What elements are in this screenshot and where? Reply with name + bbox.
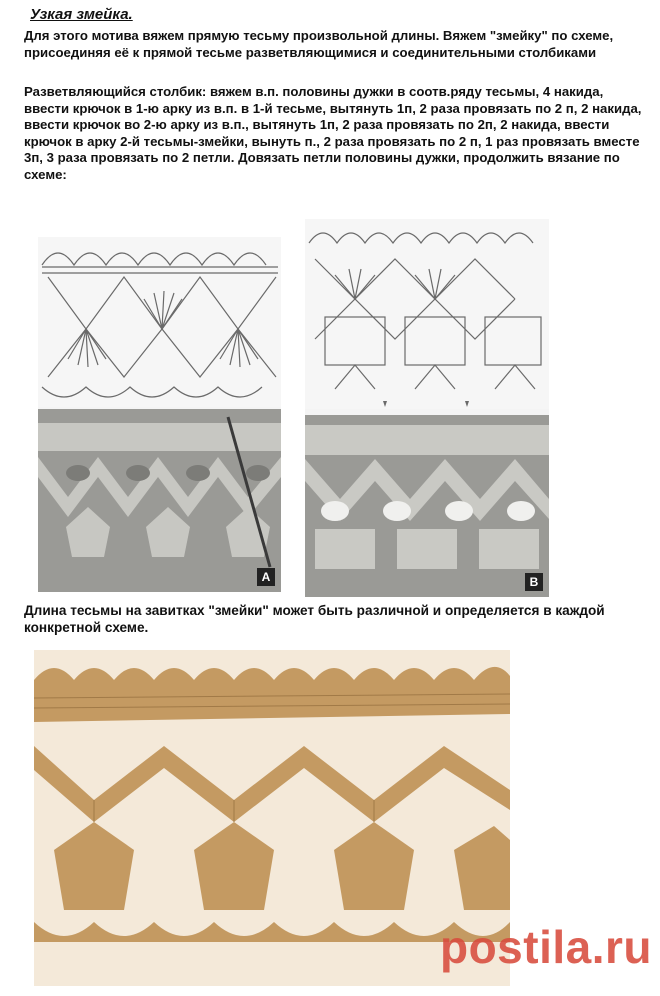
- branching-stitch-paragraph: Разветвляющийся столбик: вяжем в.п. половины дужки в соотв.ряду тесьмы, 4 накида, ввести крючок в 1-ю арку из в.п. в 1-й тесьме, вытянуть 1п, 2 раза провязать по 2 п, 2 накида, ввести крючок во 2-ю арку из в.п., вытянуть 1п, 2 раза провязать по 2п, 2 накида, ввести крючок в арку 2-й тесьмы-змейки, вынуть п., 2 раза провязать по 2 п, 1 раз провязать вместе 3п, 3 раза провязать по 2 петли. Довязать петли половины дужки, продолжить вязание по схеме:: [24, 84, 642, 182]
- figure-a-drawing: [38, 237, 281, 592]
- figure-a: [38, 237, 281, 592]
- figure-b-label: В: [525, 573, 543, 591]
- page-title: Узкая змейка.: [30, 6, 133, 23]
- watermark-text: postila.ru: [439, 921, 652, 973]
- figure-b-drawing: [305, 219, 549, 597]
- lace-photo-drawing: [34, 650, 510, 986]
- figure-a-label: А: [257, 568, 275, 586]
- length-note-paragraph: Длина тесьмы на завитках "змейки" может быть различной и определяется в каждой конкретной схеме.: [24, 603, 605, 635]
- figure-b: [305, 219, 549, 597]
- intro-paragraph: Для этого мотива вяжем прямую тесьму произвольной длины. Вяжем "змейку" по схеме, присоединяя её к прямой тесьме разветвляющимися и соединительными столбиками: [24, 28, 614, 60]
- lace-photo: [34, 650, 510, 986]
